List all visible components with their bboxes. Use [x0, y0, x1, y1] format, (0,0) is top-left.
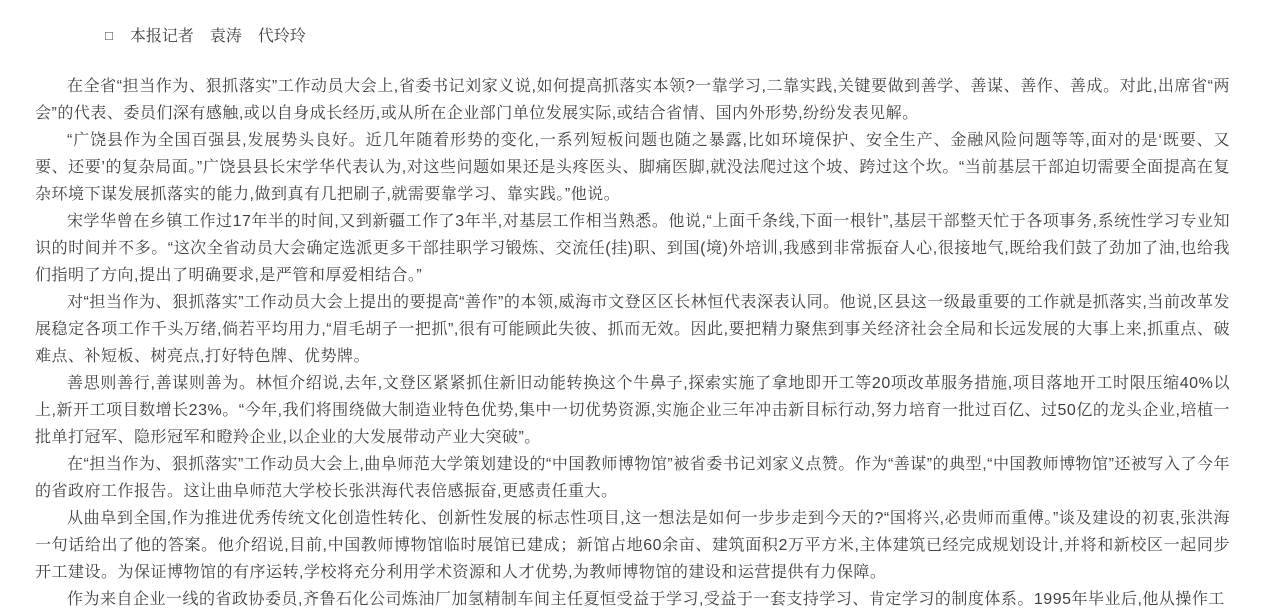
byline [35, 23, 1230, 50]
article-paragraph: 作为来自企业一线的省政协委员,齐鲁石化公司炼油厂加氢精制车间主任夏恒受益于学习,受益于一套支持学习、肯定学习的制度体系。1995年毕业后,他从操作工 [67, 591, 1225, 608]
article-paragraph: 从曲阜到全国,作为推进优秀传统文化创造性转化、创新性发展的标志性项目,这一想法是如何一步步走到今天的?“国将兴,必贵师而重傅。”谈及建设的初衷,张洪海一句话给出了他的答案。他介绍说,目前,中国教师博物馆临时展馆已建成；新馆占地60余亩、建筑面积2万平方米,主体建筑已经完成规划设计,并将和新校区一起同步开工建设。为保证博物馆的有序运转,学校将充分利用学术资源和人才优势,为教师博物馆的建设和运营提供有力保障。 [35, 510, 1230, 581]
article-paragraph: 在“担当作为、狠抓落实”工作动员大会上,曲阜师范大学策划建设的“中国教师博物馆”被省委书记刘家义点赞。作为“善谋”的典型,“中国教师博物馆”还被写入了今年的省政府工作报告。这让曲阜师范大学校长张洪海代表倍感振奋,更感责任重大。 [35, 456, 1230, 500]
article-paragraph: 宋学华曾在乡镇工作过17年半的时间,又到新疆工作了3年半,对基层工作相当熟悉。他说,“上面千条线,下面一根针”,基层干部整天忙于各项事务,系统性学习专业知识的时间并不多。“这次全省动员大会确定选派更多干部挂职学习锻炼、交流任(挂)职、到国(境)外培训,我感到非常振奋人心,很接地气,既给我们鼓了劲加了油,也给我们指明了方向,提出了明确要求,是严管和厚爱相结合。” [35, 213, 1230, 284]
article-paragraph: 对“担当作为、狠抓落实”工作动员大会上提出的要提高“善作”的本领,威海市文登区区长林恒代表深表认同。他说,区县这一级最重要的工作就是抓落实,当前改革发展稳定各项工作千头万绪,倘若平均用力,“眉毛胡子一把抓”,很有可能顾此失彼、抓而无效。因此,要把精力聚焦到事关经济社会全局和长远发展的大事上来,抓重点、破难点、补短板、树亮点,打好特色牌、优势牌。 [35, 294, 1230, 365]
article-paragraph: 在全省“担当作为、狠抓落实”工作动员大会上,省委书记刘家义说,如何提高抓落实本领?一靠学习,二靠实践,关键要做到善学、善谋、善作、善成。对此,出席省“两会”的代表、委员们深有感触,或以自身成长经历,或从所在企业部门单位发展实际,或结合省情、国内外形势,纷纷发表见解。 [35, 78, 1230, 122]
article-paragraph: “广饶县作为全国百强县,发展势头良好。近几年随着形势的变化,一系列短板问题也随之暴露,比如环境保护、安全生产、金融风险问题等等,面对的是‘既要、又要、还要’的复杂局面。”广饶县县长宋学华代表认为,对这些问题如果还是头疼医头、脚痛医脚,就没法爬过这个坡、跨过这个坎。“当前基层干部迫切需要全面提高在复杂环境下谋发展抓落实的能力,做到真有几把刷子,就需要靠学习、靠实践。”他说。 [35, 132, 1230, 203]
article-paragraph: 善思则善行,善谋则善为。林恒介绍说,去年,文登区紧紧抓住新旧动能转换这个牛鼻子,探索实施了拿地即开工等20项改革服务措施,项目落地开工时限压缩40%以上,新开工项目数增长23%。“今年,我们将围绕做大制造业特色优势,集中一切优势资源,实施企业三年冲击新目标行动,努力培育一批过百亿、过50亿的龙头企业,培植一批单打冠军、隐形冠军和瞪羚企业,以企业的大发展带动产业大突破”。 [35, 375, 1230, 446]
byline-square-marker: □ [105, 28, 113, 43]
byline-text: 本报记者 袁涛 代玲玲 [129, 28, 306, 45]
